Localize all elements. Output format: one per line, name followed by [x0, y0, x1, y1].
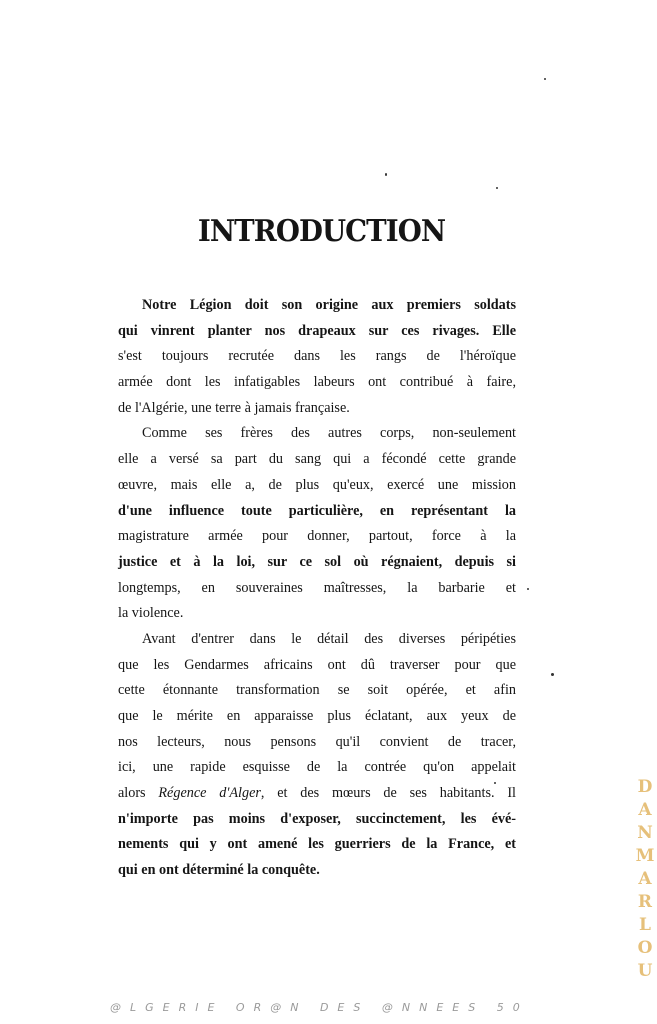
scan-speck	[551, 673, 554, 676]
text-line: que le mérite en apparaisse plus éclatant, aux yeux de	[118, 708, 516, 724]
text-line: magistrature armée pour donner, partout, force à la	[118, 528, 516, 545]
place-name: Régence d'Alger	[158, 785, 261, 802]
scan-speck	[496, 187, 498, 189]
text-line: n'importe pas moins d'exposer, succinctement, les évé-	[118, 810, 516, 827]
text-line: qui vinrent planter nos drapeaux sur ces rivages. Elle	[118, 322, 516, 339]
text-line: Comme ses frères des autres corps, non-seulement	[142, 425, 516, 442]
text-line: que les Gendarmes africains ont dû traverser pour que	[118, 656, 516, 673]
footer-watermark: @LGERIE OR@N DES @NNEES 50	[110, 1001, 529, 1014]
text-line: nements qui y ont amené les guerriers de la France, et	[118, 836, 516, 853]
side-watermark: DANMARLOU	[635, 777, 655, 981]
text-line: œuvre, mais elle a, de plus qu'eux, exercé une mission	[118, 476, 516, 493]
text-line: Avant d'entrer dans le détail des diverses péripéties	[142, 630, 516, 647]
text-line: la violence.	[118, 605, 184, 622]
text-line: alors Régence d'Alger, et des mœurs de ses habitants. Il	[118, 785, 516, 802]
text-line: d'une influence toute particulière, en représentant la	[118, 502, 516, 519]
text-line: ici, une rapide esquisse de la contrée qu'on appelait	[118, 759, 516, 776]
text-line: cette étonnante transformation se soit opérée, et afin	[118, 682, 516, 699]
scan-speck	[494, 782, 496, 784]
text-line: s'est toujours recrutée dans les rangs de l'héroïque	[118, 348, 516, 365]
page-title: INTRODUCTION	[197, 214, 446, 249]
text-line: elle a versé sa part du sang qui a fécondé cette grande	[118, 451, 516, 468]
body-text	[118, 293, 516, 884]
scan-speck	[527, 588, 529, 590]
scan-speck	[385, 173, 387, 176]
text-line: de l'Algérie, une terre à jamais française.	[118, 399, 350, 416]
text-line: justice et à la loi, sur ce sol où régnaient, depuis si	[118, 553, 516, 570]
text-line: longtemps, en souveraines maîtresses, la barbarie et	[118, 579, 516, 596]
scan-speck	[544, 78, 546, 80]
text-line: qui en ont déterminé la conquête.	[118, 862, 320, 879]
text-line: Notre Légion doit son origine aux premiers soldats	[142, 297, 516, 313]
text-line: nos lecteurs, nous pensons qu'il convient de tracer,	[118, 733, 516, 750]
text-line: armée dont les infatigables labeurs ont contribué à faire,	[118, 374, 516, 391]
